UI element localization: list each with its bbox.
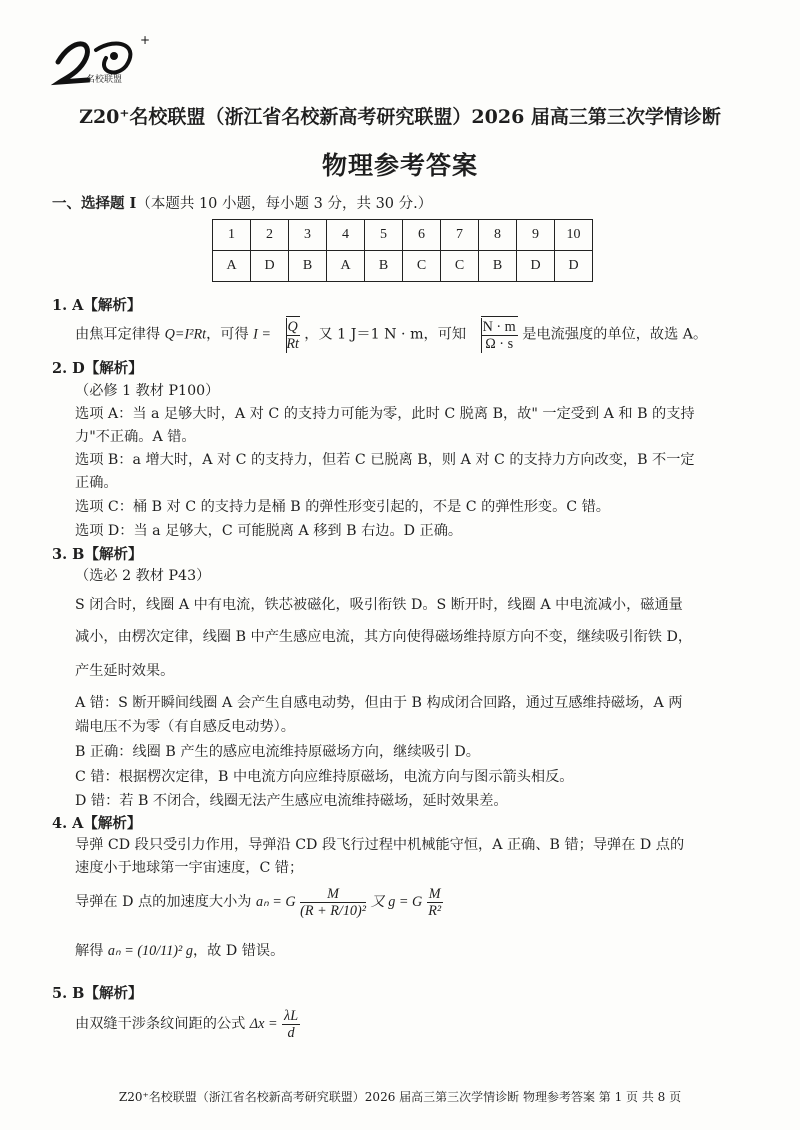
q4-formula: aₙ = G xyxy=(255,894,296,910)
q1-text: 是电流强度的单位，故选 A。 xyxy=(522,326,708,343)
table-cell: 10 xyxy=(555,220,593,251)
logo-caption: 名校联盟 xyxy=(86,75,123,85)
q3-line: A 错：S 断开瞬间线圈 A 会产生自感电动势，但由于 B 构成闭合回路，通过互感维持磁场，A 两 xyxy=(75,695,683,711)
q5-line xyxy=(75,1006,300,1042)
q4-line: 导弹 CD 段只受引力作用，导弹沿 CD 段飞行过程中机械能守恒，A 正确、B 错；导弹在 D 点的 xyxy=(75,837,685,853)
fraction-denominator: Ω · s xyxy=(485,335,514,352)
q4-text: 解得 xyxy=(75,943,104,959)
q3-line: C 错：根据楞次定律，B 中电流方向应维持原磁场，电流方向与图示箭头相反。 xyxy=(75,769,574,785)
table-cell: D xyxy=(517,251,555,282)
fraction xyxy=(427,886,443,919)
q5-heading: 5. B【解析】 xyxy=(52,985,143,1002)
q4-line: 速度小于地球第一宇宙速度，C 错； xyxy=(75,860,304,876)
answer-number-row xyxy=(213,220,593,251)
q2-line: 力"不正确。A 错。 xyxy=(75,429,196,445)
table-cell: B xyxy=(289,251,327,282)
q2-line: 正确。 xyxy=(75,475,118,491)
answer-table xyxy=(212,219,593,282)
q3-line: D 错：若 B 不闭合，线圈无法产生感应电流维持磁场，延时效果差。 xyxy=(75,793,508,809)
q1-formula: Q=I²Rt xyxy=(164,326,207,343)
fraction-numerator: λL xyxy=(284,1007,299,1024)
table-cell: 7 xyxy=(441,220,479,251)
sqrt-symbol xyxy=(471,316,518,353)
table-cell: 2 xyxy=(251,220,289,251)
table-cell: 4 xyxy=(327,220,365,251)
q5-text: 由双缝干涉条纹间距的公式 xyxy=(75,1016,246,1032)
q2-line: 选项 A：当 a 足够大时，A 对 C 的支持力可能为零，此时 C 脱离 B，故" 一定受到 A 和 B 的支持 xyxy=(75,406,695,422)
q1-line xyxy=(75,316,707,353)
section-title: 一、选择题 I xyxy=(52,195,137,212)
q1-text: ，可得 xyxy=(206,326,249,343)
table-cell: B xyxy=(479,251,517,282)
q1-heading: 1. A【解析】 xyxy=(52,297,142,314)
page-footer: Z20⁺名校联盟（浙江省名校新高考研究联盟）2026 届高三第三次学情诊断 物理参考答案 第 1 页 共 8 页 xyxy=(118,1090,682,1104)
q4-heading: 4. A【解析】 xyxy=(52,815,142,832)
table-cell: B xyxy=(365,251,403,282)
table-cell: 3 xyxy=(289,220,327,251)
q3-line: S 闭合时，线圈 A 中有电流，铁芯被磁化，吸引衔铁 D。S 断开时，线圈 A 中电流减小，磁通量 xyxy=(75,597,683,613)
q4-text: ，故 D 错误。 xyxy=(192,943,285,959)
table-cell: C xyxy=(441,251,479,282)
table-cell: 9 xyxy=(517,220,555,251)
fraction-numerator: N · m xyxy=(482,318,516,335)
section-desc: （本题共 10 小题，每小题 3 分，共 30 分.） xyxy=(136,196,433,212)
q3-line: 产生延时效果。 xyxy=(75,663,175,679)
table-cell: 6 xyxy=(403,220,441,251)
page-title: Z20⁺名校联盟（浙江省名校新高考研究联盟）2026 届高三第三次学情诊断 xyxy=(79,106,721,128)
fraction-denominator: Rt xyxy=(286,335,299,352)
svg-text:+: + xyxy=(140,33,151,47)
table-cell: C xyxy=(403,251,441,282)
q4-formula: aₙ = (10/11)² g xyxy=(107,943,193,959)
fraction-numerator: M xyxy=(428,885,441,902)
q2-line: 选项 D：当 a 足够大，C 可能脱离 A 移到 B 右边。D 正确。 xyxy=(75,523,463,539)
table-cell: 1 xyxy=(213,220,251,251)
q2-line: 选项 C：桶 B 对 C 的支持力是桶 B 的弹性形变引起的，不是 C 的弹性形变。C 错。 xyxy=(75,499,610,515)
q4-text: 导弹在 D 点的加速度大小为 xyxy=(75,894,252,910)
table-cell: 5 xyxy=(365,220,403,251)
q4-result-line xyxy=(75,940,284,960)
sqrt-symbol xyxy=(276,316,300,353)
q3-line: B 正确：线圈 B 产生的感应电流维持原磁场方向，继续吸引 D。 xyxy=(75,744,480,760)
q1-text: ，又 1 J＝1 N · m，可知 xyxy=(304,326,467,343)
q3-line: （选必 2 教材 P43） xyxy=(75,568,211,584)
q1-text: 由焦耳定律得 xyxy=(75,326,161,343)
q2-heading: 2. D【解析】 xyxy=(52,360,143,377)
q3-heading: 3. B【解析】 xyxy=(52,546,143,563)
q3-line: 端电压不为零（有自感反电动势）。 xyxy=(75,719,295,735)
fraction-denominator: R² xyxy=(428,902,442,919)
q3-line: 减小，由楞次定律，线圈 B 中产生感应电流，其方向使得磁场维持原方向不变，继续吸引衔铁 D， xyxy=(75,629,693,645)
q2-line: （必修 1 教材 P100） xyxy=(75,383,220,399)
q1-formula: I = xyxy=(253,326,272,343)
table-cell: A xyxy=(327,251,365,282)
q4-acceleration-line xyxy=(75,880,443,924)
fraction-denominator: d xyxy=(287,1024,295,1041)
fraction-numerator: Q xyxy=(287,318,298,335)
table-cell: D xyxy=(251,251,289,282)
fraction-numerator: M xyxy=(300,886,366,903)
table-cell: 8 xyxy=(479,220,517,251)
q4-formula: 又 g = G xyxy=(370,894,423,910)
page-subtitle: 物理参考答案 xyxy=(321,151,478,180)
fraction-denominator: (R + R/10)² xyxy=(300,902,367,919)
table-cell: A xyxy=(213,251,251,282)
fraction xyxy=(300,886,366,919)
answer-letter-row xyxy=(213,251,593,282)
table-cell: D xyxy=(555,251,593,282)
q2-line: 选项 B：a 增大时，A 对 C 的支持力，但若 C 已脱离 B，则 A 对 C 的支持力方向改变，B 不一定 xyxy=(75,452,695,468)
section-heading xyxy=(52,192,432,213)
fraction xyxy=(282,1008,300,1041)
q5-formula: Δx = xyxy=(249,1016,278,1032)
